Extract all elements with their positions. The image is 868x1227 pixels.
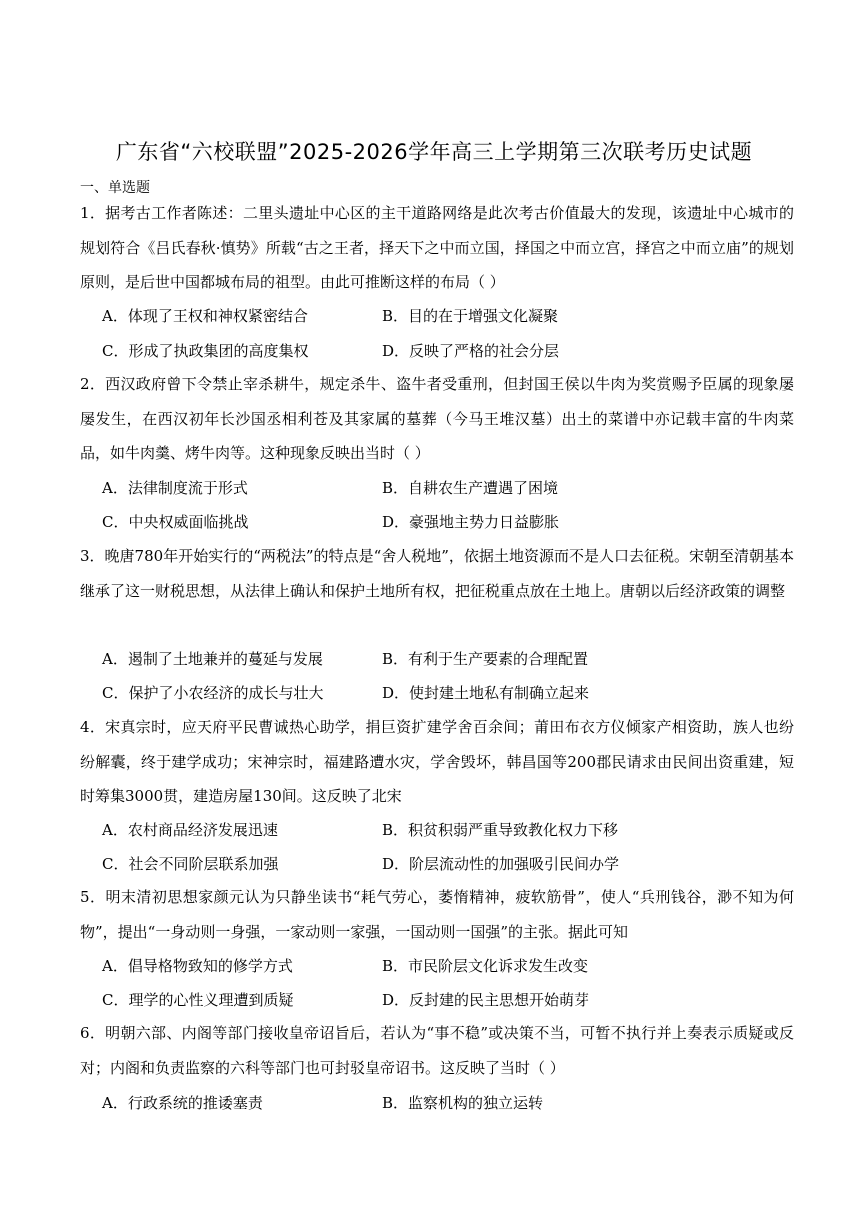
question-5-stem: 5．明末清初思想家颜元认为只静坐读书“耗气劳心，萎惰精神，疲软筋骨”，使人“兵刑钱谷，渺不知为何物”，提出“一身动则一身强，一家动则一家强，一国动则一国强”的主张。据此可知 xyxy=(80,888,794,941)
question-5-option-d[interactable]: D．反封建的民主思想开始萌芽 xyxy=(382,991,590,1009)
question-1-option-d[interactable]: D．反映了严格的社会分层 xyxy=(382,342,560,360)
question-3-option-c[interactable]: C．保护了小农经济的成长与壮大 xyxy=(102,684,324,702)
question-2-option-d[interactable]: D．豪强地主势力日益膨胀 xyxy=(382,513,560,531)
question-2-option-c[interactable]: C．中央权威面临挑战 xyxy=(102,513,249,531)
question-1-option-b[interactable]: B．目的在于增强文化凝聚 xyxy=(382,307,559,325)
question-1-option-c[interactable]: C．形成了执政集团的高度集权 xyxy=(102,342,309,360)
question-4-option-d[interactable]: D．阶层流动性的加强吸引民间办学 xyxy=(382,855,620,873)
question-2-option-a[interactable]: A．法律制度流于形式 xyxy=(102,479,248,497)
question-3-option-d[interactable]: D．使封建土地私有制确立起来 xyxy=(382,684,590,702)
question-5-option-a[interactable]: A．倡导格物致知的修学方式 xyxy=(102,957,293,975)
question-5-option-b[interactable]: B．市民阶层文化诉求发生改变 xyxy=(382,957,589,975)
question-6-option-b[interactable]: B．监察机构的独立运转 xyxy=(382,1094,544,1112)
question-2-option-b[interactable]: B．自耕农生产遭遇了困境 xyxy=(382,479,559,497)
question-2-stem: 2．西汉政府曾下令禁止宰杀耕牛，规定杀牛、盗牛者受重刑，但封国王侯以牛肉为奖赏赐予臣属的现象屡屡发生，在西汉初年长沙国丞相利苍及其家属的墓葬（今马王堆汉墓）出土的菜谱中亦记载丰富的牛肉菜品，如牛肉羹、烤牛肉等。这种现象反映出当时（ ） xyxy=(80,375,794,462)
question-1-option-a[interactable]: A．体现了王权和神权紧密结合 xyxy=(102,307,308,325)
question-4-stem: 4．宋真宗时，应天府平民曹诚热心助学，捐巨资扩建学舍百余间；莆田布衣方仪倾家产相资助，族人也纷纷解囊，终于建学成功；宋神宗时，福建路遭水灾，学舍毁坏，韩昌国等200郡民请求由民间出资重建，短时筹集3000贯，建造房屋130间。这反映了北宋 xyxy=(80,718,794,805)
question-5-option-c[interactable]: C．理学的心性义理遭到质疑 xyxy=(102,991,294,1009)
page-title: 广东省“六校联盟”2025-2026学年高三上学期第三次联考历史试题 xyxy=(115,140,753,164)
question-3-option-a[interactable]: A．遏制了土地兼并的蔓延与发展 xyxy=(102,650,323,668)
question-6-stem: 6．明朝六部、内阁等部门接收皇帝诏旨后，若认为“事不稳”或决策不当，可暂不执行并上奏表示质疑或反对；内阁和负责监察的六科等部门也可封驳皇帝诏书。这反映了当时（ ） xyxy=(80,1024,794,1077)
question-4-option-b[interactable]: B．积贫积弱严重导致教化权力下移 xyxy=(382,821,619,839)
question-6-option-a[interactable]: A．行政系统的推诿塞责 xyxy=(102,1094,263,1112)
section-heading: 一、单选题 xyxy=(80,180,150,196)
question-1-stem: 1．据考古工作者陈述：二里头遗址中心区的主干道路网络是此次考古价值最大的发现，该遗址中心城市的规划符合《吕氏春秋·慎势》所载“古之王者，择天下之中而立国，择国之中而立宫，择宫之中而立庙”的规划原则，是后世中国都城布局的祖型。由此可推断这样的布局（ ） xyxy=(80,204,794,291)
question-3-option-b[interactable]: B．有利于生产要素的合理配置 xyxy=(382,650,589,668)
question-4-option-c[interactable]: C．社会不同阶层联系加强 xyxy=(102,855,279,873)
question-4-option-a[interactable]: A．农村商品经济发展迅速 xyxy=(102,821,278,839)
question-3-stem: 3．晚唐780年开始实行的“两税法”的特点是“舍人税地”，依据土地资源而不是人口去征税。宋朝至清朝基本继承了这一财税思想，从法律上确认和保护土地所有权，把征税重点放在土地上。唐朝以后经济政策的调整 xyxy=(80,547,794,600)
